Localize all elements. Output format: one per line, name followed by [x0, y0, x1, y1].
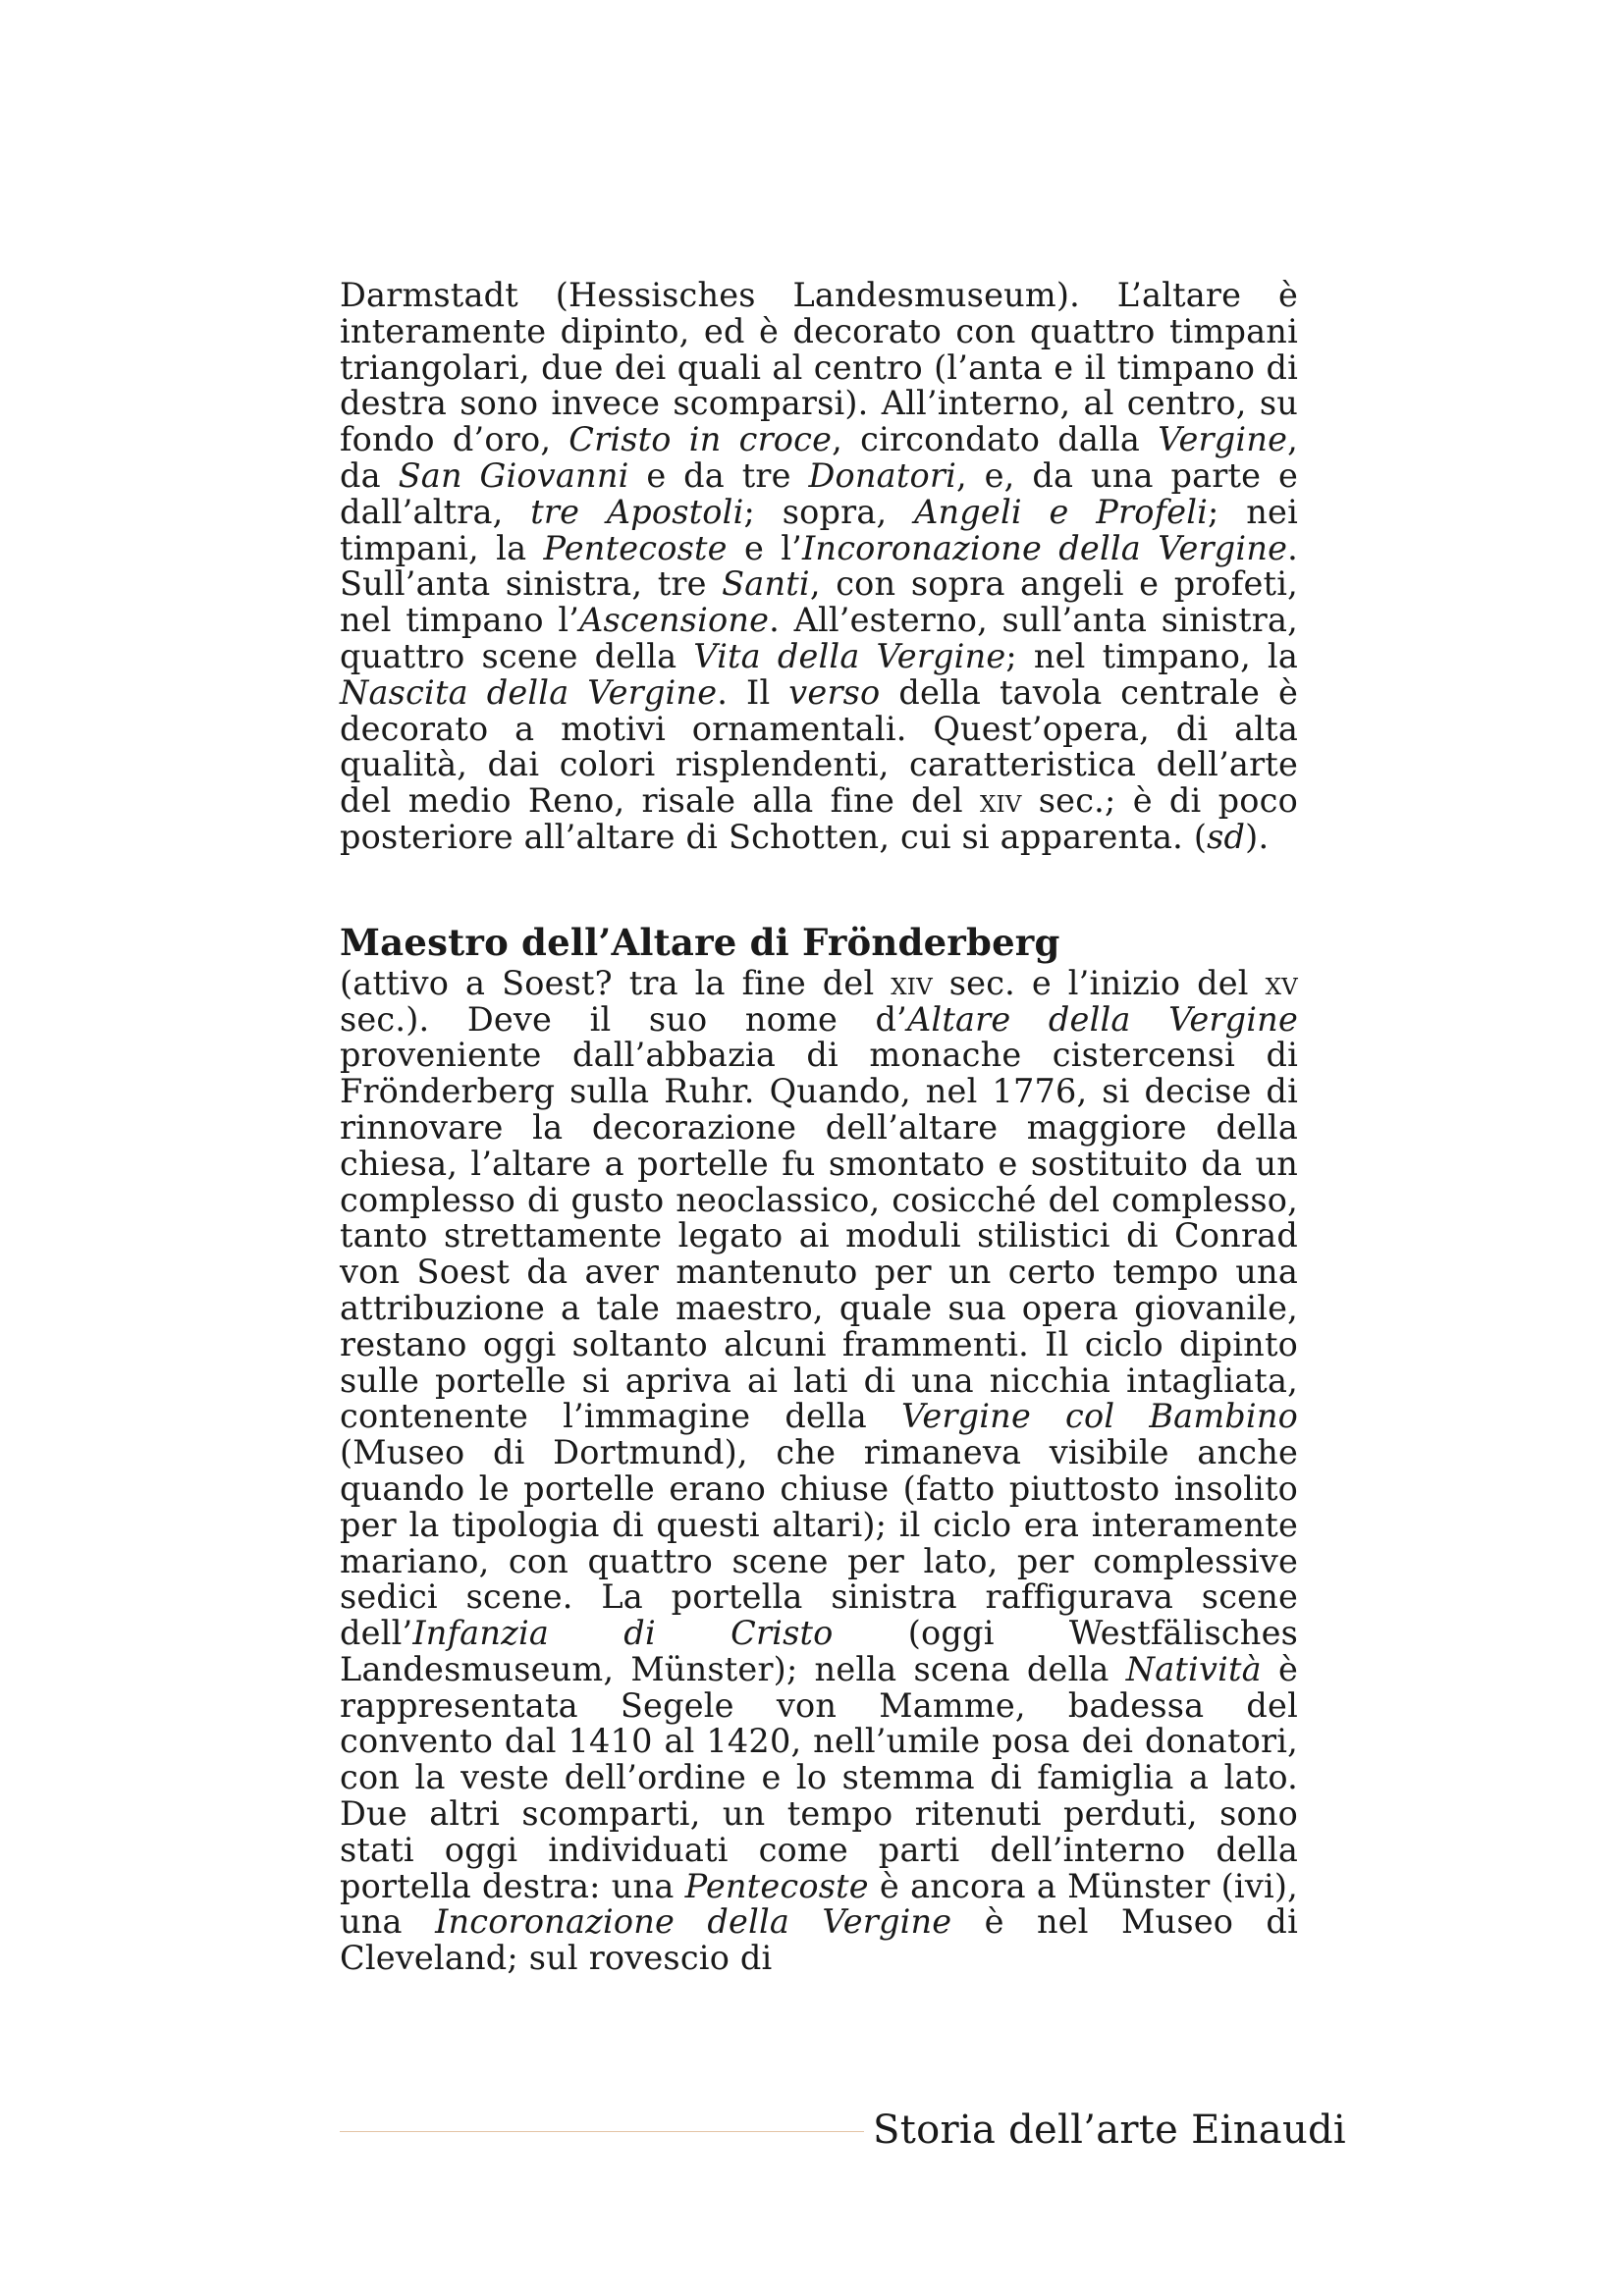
entry-heading: Maestro dell’Altare di Frönderberg	[340, 920, 1060, 964]
paragraph-master-fronderberg: (attivo a Soest? tra la fine del xiv sec. e l’inizio del xv sec.). Deve il suo nome d’Altare della Vergine proveniente dall’abbazia di monache cistercensi di Frönderberg sulla Ruhr. Quando, nel 1776, si decise di rinnovare la decorazione dell’altare maggiore della chiesa, l’altare a portelle fu smontato e sostituito da un complesso di gusto neoclassico, cosicché del complesso, tanto strettamente legato ai moduli stilistici di Conrad von Soest da aver mantenuto per un certo tempo una attribuzione a tale maestro, quale sua opera giovanile, restano oggi soltanto alcuni frammenti. Il ciclo dipinto sulle portelle si apriva ai lati di una nicchia intagliata, contenente l’immagine della Vergine col Bambino (Museo di Dortmund), che rimaneva visibile anche quando le portelle erano chiuse (fatto piuttosto insolito per la tipologia di questi altari); il ciclo era interamente mariano, con quattro scene per lato, per complessive sedici scene. La portella sinistra raffigurava scene dell’Infanzia di Cristo (oggi Westfälisches Landesmuseum, Münster); nella scena della Natività è rappresentata Segele von Mamme, badessa del convento dal 1410 al 1420, nell’umile posa dei donatori, con la veste dell’ordine e lo stemma di famiglia a lato. Due altri scomparti, un tempo ritenuti perduti, sono stati oggi individuati come parti dell’interno della portella destra: una Pentecoste è ancora a Münster (ivi), una Incoronazione della Vergine è nel Museo di Cleveland; sul rovescio di	[340, 963, 1298, 1978]
text-column	[340, 278, 1298, 1977]
footer-rule	[340, 2131, 864, 2132]
paragraph-altar-darmstadt: Darmstadt (Hessisches Landesmuseum). L’altare è interamente dipinto, ed è decorato con quattro timpani triangolari, due dei quali al centro (l’anta e il timpano di destra sono invece scomparsi). All’interno, al centro, su fondo d’oro, Cristo in croce, circondato dalla Vergine, da San Giovanni e da tre Donatori, e, da una parte e dall’altra, tre Apostoli; sopra, Angeli e Profeli; nei timpani, la Pentecoste e l’Incoronazione della Vergine. Sull’anta sinistra, tre Santi, con sopra angeli e profeti, nel timpano l’Ascensione. All’esterno, sull’anta sinistra, quattro scene della Vita della Vergine; nel timpano, la Nascita della Vergine. Il verso della tavola centrale è decorato a motivi ornamentali. Quest’opera, di alta qualità, dai colori risplendenti, caratteristica dell’arte del medio Reno, risale alla fine del xiv sec.; è di poco posteriore all’altare di Schotten, cui si apparenta. (sd).	[340, 276, 1299, 856]
footer-title: Storia dell’arte Einaudi	[873, 2108, 1347, 2153]
